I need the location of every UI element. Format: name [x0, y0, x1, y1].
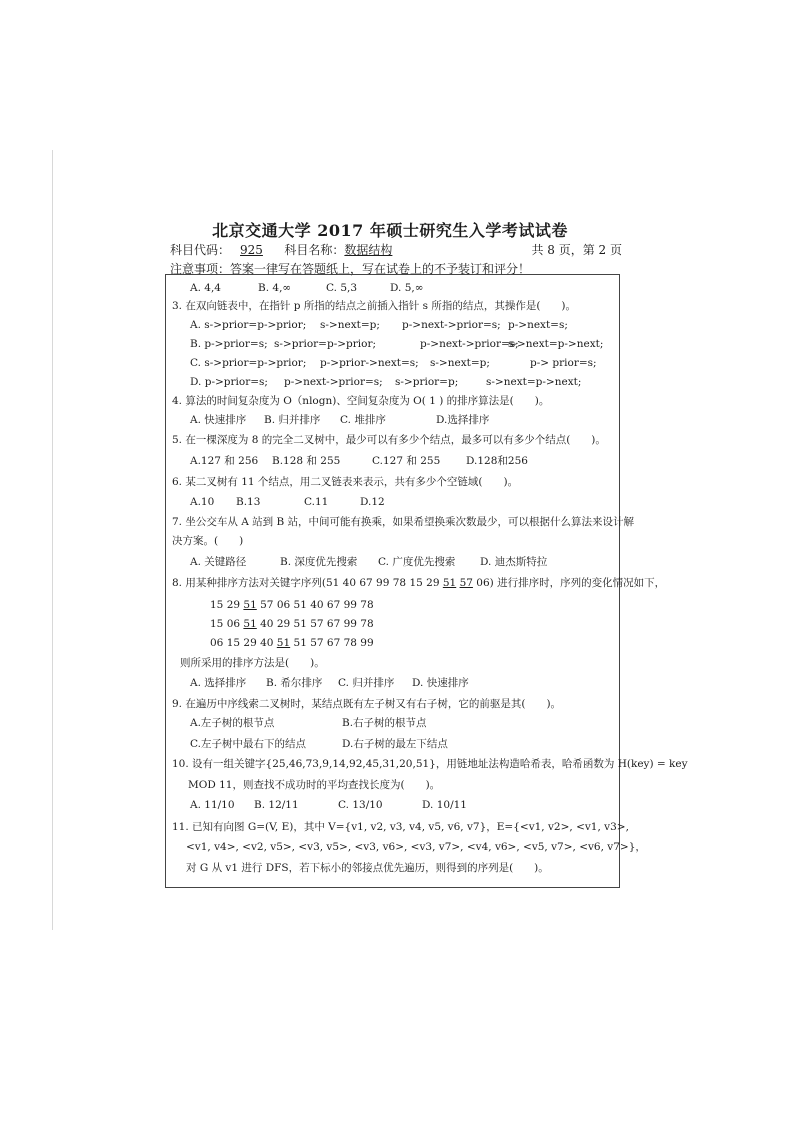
text-run: 40 29 51 57 67 99 78 [256, 618, 374, 630]
option: D.右子树的最左下结点 [342, 738, 448, 750]
code-fragment: B. p->prior=s; [190, 338, 268, 350]
option: C.127 和 255 [372, 455, 441, 467]
option: D. 5,∞ [390, 282, 424, 294]
text-run: 57 06 51 40 67 99 78 [256, 599, 374, 611]
code-fragment: s->prior=p->prior; [274, 338, 377, 350]
code-fragment: C. s->prior=p->prior; [190, 357, 307, 369]
option: A. 11/10 [190, 799, 235, 811]
option: A.10 [190, 496, 215, 508]
option: C.11 [304, 496, 329, 508]
exam-meta [170, 241, 622, 259]
code-fragment: s->next=p; [320, 319, 380, 331]
q7-stem: 7. 坐公交车从 A 站到 B 站，中间可能有换乘，如果希望换乘次数最少，可以根据什么算法来设计解 [172, 516, 635, 528]
underlined-key: 51 [243, 599, 257, 611]
page-count: 共 8 页，第 2 页 [531, 243, 622, 257]
code-fragment: p->next->prior=s; [284, 376, 383, 388]
q10-stem: 10. 设有一组关键字{25,46,73,9,14,92,45,31,20,51}，用链地址法构造哈希表，哈希函数为 H(key) = key [172, 758, 688, 770]
exam-title: 北京交通大学 2017 年硕士研究生入学考试试卷 [212, 221, 568, 240]
q10-stem-cont: MOD 11，则查找不成功时的平均查找长度为( )。 [188, 779, 441, 791]
code-fragment: p-> prior=s; [530, 357, 597, 369]
option: B. 4,∞ [258, 282, 292, 294]
option: B.13 [236, 496, 261, 508]
q11-stem-cont: <v1, v4>, <v2, v5>, <v3, v5>, <v3, v6>, <v3, v7>, <v4, v6>, <v5, v7>, <v6, v7>}， [186, 841, 646, 853]
text-run: 06) 进行排序时，序列的变化情况如下， [472, 577, 666, 589]
option: D. 快速排序 [412, 677, 469, 689]
code-fragment: D. p->prior=s; [190, 376, 268, 388]
option: A.127 和 256 [190, 455, 259, 467]
code-label: 科目代码： [170, 243, 231, 257]
option: C. 13/10 [338, 799, 383, 811]
option: D. 迪杰斯特拉 [480, 556, 548, 568]
option: B. 归并排序 [264, 414, 321, 426]
option: C.左子树中最右下的结点 [190, 738, 306, 750]
underlined-key: 51 [243, 618, 257, 630]
underlined-key: 57 [459, 577, 473, 589]
option: B.右子树的根节点 [342, 717, 427, 729]
q8-stem [172, 576, 665, 590]
option: D. 10/11 [422, 799, 467, 811]
text-run: 06 15 29 40 [210, 637, 277, 649]
option: B.128 和 255 [272, 455, 341, 467]
q3-stem: 3. 在双向链表中，在指针 p 所指的结点之前插入指针 s 所指的结点，其操作是( )。 [172, 300, 577, 312]
code-fragment: s->next=p->next; [508, 338, 604, 350]
code-fragment: p->prior->next=s; [320, 357, 419, 369]
option: A. 快速排序 [190, 414, 247, 426]
q8-seq-1 [210, 598, 374, 612]
code-fragment: p->next->prior=s; [402, 319, 501, 331]
option: A. 选择排序 [190, 677, 247, 689]
q8-seq-2 [210, 617, 374, 631]
text-run: 15 29 [210, 599, 244, 611]
code-fragment: s->next=p->next; [486, 376, 582, 388]
option: A.左子树的根节点 [190, 717, 275, 729]
text-run: 51 57 67 78 99 [290, 637, 374, 649]
q8-seq-3 [210, 636, 374, 650]
text-run: 15 06 [210, 618, 244, 630]
option: C. 5,3 [326, 282, 358, 294]
option: B. 希尔排序 [266, 677, 323, 689]
code-fragment: s->prior=p; [395, 376, 459, 388]
q11-stem-end: 对 G 从 v1 进行 DFS，若下标小的邻接点优先遍历，则得到的序列是( )。 [186, 862, 549, 874]
underlined-key: 51 [442, 577, 457, 589]
option: D.12 [360, 496, 385, 508]
exam-notice: 注意事项：答案一律写在答题纸上，写在试卷上的不予装订和评分！ [170, 262, 531, 276]
option: B. 12/11 [254, 799, 299, 811]
code-fragment: A. s->prior=p->prior; [190, 319, 307, 331]
code-fragment: s->next=p; [430, 357, 490, 369]
name-label: 科目名称： [284, 243, 345, 257]
q8-ask: 则所采用的排序方法是( )。 [180, 657, 325, 669]
option: A. 关键路径 [190, 556, 247, 568]
option: D.128和256 [466, 455, 528, 467]
q7-stem-cont: 决方案。( ) [172, 535, 244, 547]
option: D.选择排序 [436, 414, 490, 426]
q6-stem: 6. 某二叉树有 11 个结点，用二叉链表来表示，共有多少个空链域( )。 [172, 476, 519, 488]
code-fragment: p->next->prior=s; [420, 338, 519, 350]
code-fragment: p->next=s; [508, 319, 568, 331]
option: C. 归并排序 [338, 677, 395, 689]
option: B. 深度优先搜索 [280, 556, 358, 568]
q5-stem: 5. 在一棵深度为 8 的完全二叉树中，最少可以有多少个结点，最多可以有多少个结点( )。 [172, 434, 606, 446]
q4-stem: 4. 算法的时间复杂度为 O（nlogn)、空间复杂度为 O( 1 ) 的排序算法是( )。 [172, 395, 550, 407]
subject-name: 数据结构 [344, 243, 393, 257]
q11-stem: 11. 已知有向图 G=(V, E)，其中 V={v1, v2, v3, v4, v5, v6, v7}，E={<v1, v2>, <v1, v3>, [172, 821, 629, 833]
subject-code: 925 [240, 243, 263, 257]
scan-edge-line [52, 150, 53, 930]
option: A. 4,4 [190, 282, 221, 294]
option: C. 广度优先搜索 [378, 556, 456, 568]
text-run: 8. 用某种排序方法对关键字序列(51 40 67 99 78 15 29 [172, 577, 443, 589]
subject-info [170, 241, 392, 258]
underlined-key: 51 [276, 637, 291, 649]
option: C. 堆排序 [340, 414, 386, 426]
q9-stem: 9. 在遍历中序线索二叉树时，某结点既有左子树又有右子树，它的前驱是其( )。 [172, 698, 562, 710]
